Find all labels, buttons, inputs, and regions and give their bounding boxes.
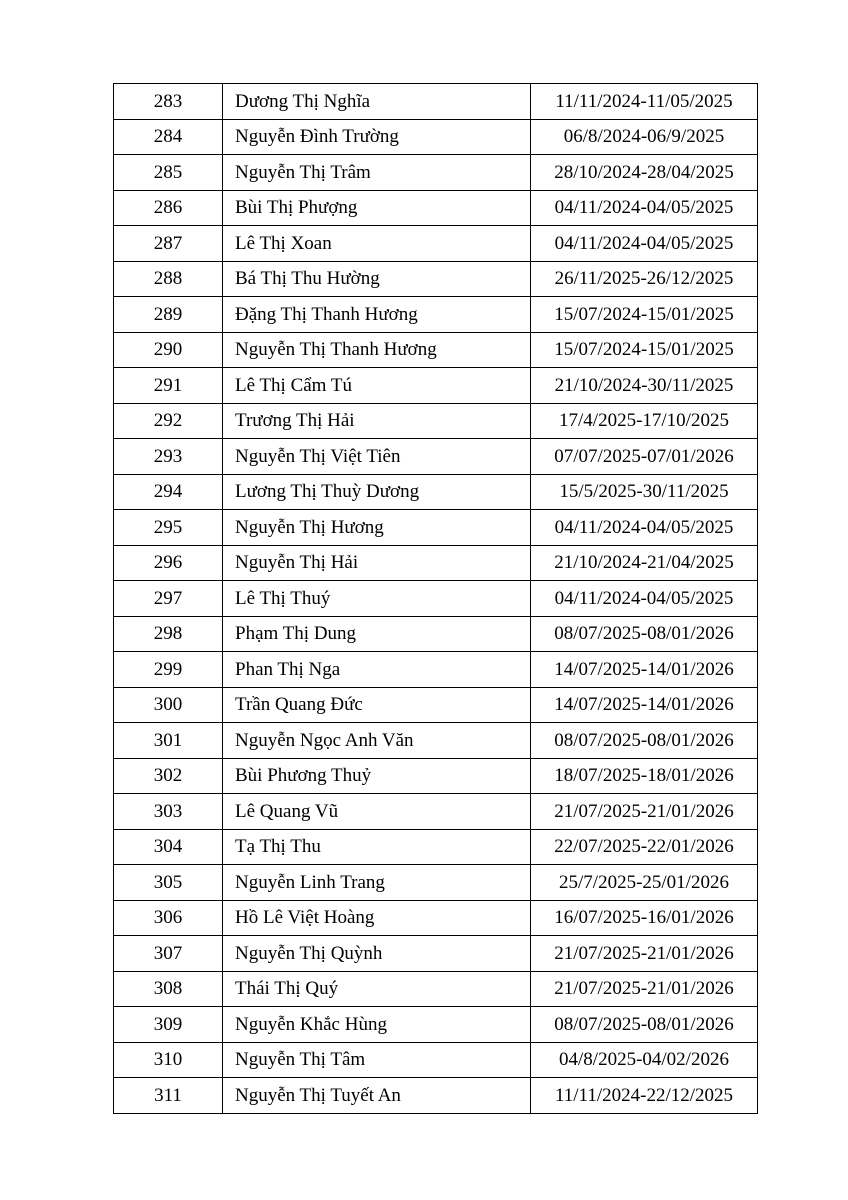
table-row [114, 1007, 758, 1043]
date-range-cell: 04/11/2024-04/05/2025 [531, 581, 758, 617]
person-name-cell: Nguyễn Thị Hương [223, 510, 531, 546]
row-number-cell: 296 [114, 545, 223, 581]
row-number-cell: 307 [114, 936, 223, 972]
table-row [114, 403, 758, 439]
date-range-cell: 15/07/2024-15/01/2025 [531, 332, 758, 368]
row-number-cell: 292 [114, 403, 223, 439]
row-number-cell: 297 [114, 581, 223, 617]
person-name-cell: Nguyễn Thị Trâm [223, 155, 531, 191]
date-range-cell: 21/07/2025-21/01/2026 [531, 936, 758, 972]
person-name-cell: Nguyễn Thị Tuyết An [223, 1078, 531, 1114]
table-row [114, 155, 758, 191]
date-range-cell: 11/11/2024-22/12/2025 [531, 1078, 758, 1114]
table-row [114, 297, 758, 333]
table-row [114, 829, 758, 865]
table-row [114, 794, 758, 830]
table-row [114, 190, 758, 226]
row-number-cell: 309 [114, 1007, 223, 1043]
date-range-cell: 16/07/2025-16/01/2026 [531, 900, 758, 936]
person-name-cell: Bá Thị Thu Hường [223, 261, 531, 297]
person-name-cell: Lê Thị Cẩm Tú [223, 368, 531, 404]
row-number-cell: 285 [114, 155, 223, 191]
person-name-cell: Trần Quang Đức [223, 687, 531, 723]
date-range-cell: 21/07/2025-21/01/2026 [531, 971, 758, 1007]
table-row [114, 758, 758, 794]
date-range-cell: 04/11/2024-04/05/2025 [531, 226, 758, 262]
date-range-cell: 21/07/2025-21/01/2026 [531, 794, 758, 830]
person-name-cell: Tạ Thị Thu [223, 829, 531, 865]
row-number-cell: 305 [114, 865, 223, 901]
table-row [114, 510, 758, 546]
roster-table [113, 83, 758, 1114]
date-range-cell: 08/07/2025-08/01/2026 [531, 723, 758, 759]
row-number-cell: 300 [114, 687, 223, 723]
person-name-cell: Bùi Phương Thuỷ [223, 758, 531, 794]
date-range-cell: 04/8/2025-04/02/2026 [531, 1042, 758, 1078]
row-number-cell: 291 [114, 368, 223, 404]
person-name-cell: Lê Thị Xoan [223, 226, 531, 262]
person-name-cell: Nguyễn Khắc Hùng [223, 1007, 531, 1043]
date-range-cell: 15/5/2025-30/11/2025 [531, 474, 758, 510]
person-name-cell: Thái Thị Quý [223, 971, 531, 1007]
person-name-cell: Nguyễn Thị Thanh Hương [223, 332, 531, 368]
row-number-cell: 301 [114, 723, 223, 759]
table-row [114, 971, 758, 1007]
table-row [114, 332, 758, 368]
date-range-cell: 21/10/2024-30/11/2025 [531, 368, 758, 404]
row-number-cell: 302 [114, 758, 223, 794]
row-number-cell: 294 [114, 474, 223, 510]
row-number-cell: 295 [114, 510, 223, 546]
date-range-cell: 22/07/2025-22/01/2026 [531, 829, 758, 865]
date-range-cell: 08/07/2025-08/01/2026 [531, 616, 758, 652]
table-row [114, 581, 758, 617]
table-row [114, 1078, 758, 1114]
table-row [114, 545, 758, 581]
person-name-cell: Lê Quang Vũ [223, 794, 531, 830]
row-number-cell: 290 [114, 332, 223, 368]
person-name-cell: Phan Thị Nga [223, 652, 531, 688]
row-number-cell: 298 [114, 616, 223, 652]
date-range-cell: 28/10/2024-28/04/2025 [531, 155, 758, 191]
table-row [114, 474, 758, 510]
row-number-cell: 287 [114, 226, 223, 262]
date-range-cell: 04/11/2024-04/05/2025 [531, 190, 758, 226]
table-row [114, 84, 758, 120]
date-range-cell: 08/07/2025-08/01/2026 [531, 1007, 758, 1043]
table-row [114, 936, 758, 972]
row-number-cell: 283 [114, 84, 223, 120]
person-name-cell: Bùi Thị Phượng [223, 190, 531, 226]
person-name-cell: Nguyễn Thị Hải [223, 545, 531, 581]
date-range-cell: 15/07/2024-15/01/2025 [531, 297, 758, 333]
date-range-cell: 11/11/2024-11/05/2025 [531, 84, 758, 120]
person-name-cell: Nguyễn Thị Quỳnh [223, 936, 531, 972]
person-name-cell: Phạm Thị Dung [223, 616, 531, 652]
person-name-cell: Nguyễn Đình Trường [223, 119, 531, 155]
table-row [114, 687, 758, 723]
row-number-cell: 284 [114, 119, 223, 155]
row-number-cell: 303 [114, 794, 223, 830]
table-row [114, 900, 758, 936]
date-range-cell: 07/07/2025-07/01/2026 [531, 439, 758, 475]
person-name-cell: Nguyễn Linh Trang [223, 865, 531, 901]
table-row [114, 226, 758, 262]
person-name-cell: Nguyễn Thị Tâm [223, 1042, 531, 1078]
person-name-cell: Hồ Lê Việt Hoàng [223, 900, 531, 936]
table-row [114, 119, 758, 155]
row-number-cell: 310 [114, 1042, 223, 1078]
table-row [114, 652, 758, 688]
person-name-cell: Nguyễn Thị Việt Tiên [223, 439, 531, 475]
roster-table-body [114, 84, 758, 1114]
person-name-cell: Dương Thị Nghĩa [223, 84, 531, 120]
row-number-cell: 308 [114, 971, 223, 1007]
row-number-cell: 293 [114, 439, 223, 475]
table-row [114, 616, 758, 652]
date-range-cell: 18/07/2025-18/01/2026 [531, 758, 758, 794]
table-row [114, 368, 758, 404]
person-name-cell: Lương Thị Thuỳ Dương [223, 474, 531, 510]
date-range-cell: 14/07/2025-14/01/2026 [531, 687, 758, 723]
person-name-cell: Trương Thị Hải [223, 403, 531, 439]
row-number-cell: 299 [114, 652, 223, 688]
date-range-cell: 14/07/2025-14/01/2026 [531, 652, 758, 688]
table-row [114, 865, 758, 901]
date-range-cell: 17/4/2025-17/10/2025 [531, 403, 758, 439]
person-name-cell: Nguyễn Ngọc Anh Văn [223, 723, 531, 759]
table-row [114, 1042, 758, 1078]
person-name-cell: Đặng Thị Thanh Hương [223, 297, 531, 333]
date-range-cell: 06/8/2024-06/9/2025 [531, 119, 758, 155]
table-row [114, 723, 758, 759]
date-range-cell: 25/7/2025-25/01/2026 [531, 865, 758, 901]
row-number-cell: 289 [114, 297, 223, 333]
date-range-cell: 26/11/2025-26/12/2025 [531, 261, 758, 297]
row-number-cell: 304 [114, 829, 223, 865]
row-number-cell: 286 [114, 190, 223, 226]
date-range-cell: 04/11/2024-04/05/2025 [531, 510, 758, 546]
table-row [114, 261, 758, 297]
person-name-cell: Lê Thị Thuý [223, 581, 531, 617]
date-range-cell: 21/10/2024-21/04/2025 [531, 545, 758, 581]
row-number-cell: 311 [114, 1078, 223, 1114]
row-number-cell: 306 [114, 900, 223, 936]
table-row [114, 439, 758, 475]
row-number-cell: 288 [114, 261, 223, 297]
